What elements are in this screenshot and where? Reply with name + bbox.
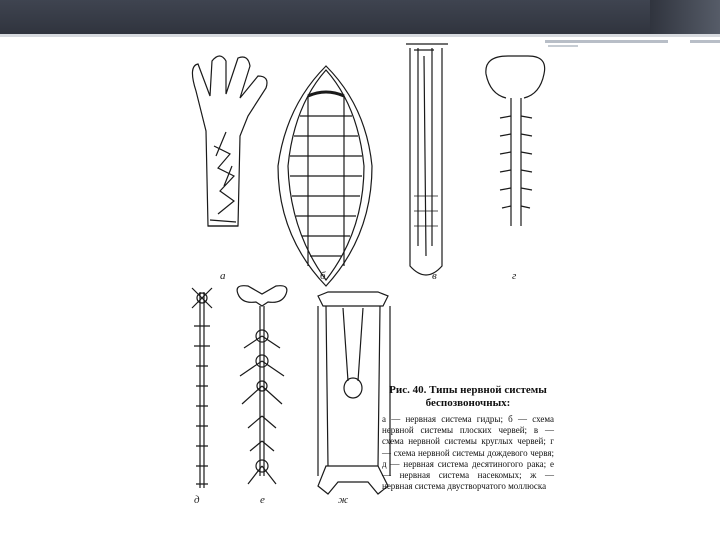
roundworm-drawing bbox=[406, 44, 448, 275]
header-accent-right bbox=[690, 40, 720, 43]
crayfish-drawing bbox=[192, 288, 212, 488]
caption-title-line2: беспозвоночных: bbox=[425, 397, 511, 409]
label-a: а bbox=[220, 270, 226, 282]
mollusc-drawing bbox=[318, 292, 390, 494]
label-zh: ж bbox=[338, 494, 349, 506]
hydra-drawing bbox=[192, 56, 267, 226]
label-g: г bbox=[512, 270, 517, 282]
label-d: д bbox=[194, 494, 200, 506]
header-accent-short bbox=[548, 45, 578, 47]
figure-caption bbox=[382, 384, 554, 492]
caption-title-line1: Рис. 40. Типы нервной системы bbox=[389, 384, 547, 396]
label-e: е bbox=[260, 494, 265, 506]
caption-body: а — нервная система гидры; б — схема нервной системы плоских червей; в — схема нервной системы круглых червей; г — схема нервной системы дождевого червя; д — нервная система десятиногого рака; е — нервная система насекомых; ж — нервная система двустворчатого моллюска bbox=[382, 414, 554, 492]
insect-drawing bbox=[237, 286, 287, 484]
slide-header-tab bbox=[650, 0, 720, 34]
label-v: в bbox=[432, 270, 437, 282]
flatworm-drawing bbox=[278, 66, 372, 286]
header-accent-line bbox=[545, 40, 668, 43]
slide-header-bar bbox=[0, 0, 720, 34]
earthworm-drawing bbox=[486, 56, 545, 226]
label-b: б bbox=[320, 270, 326, 282]
caption-title bbox=[382, 384, 554, 410]
